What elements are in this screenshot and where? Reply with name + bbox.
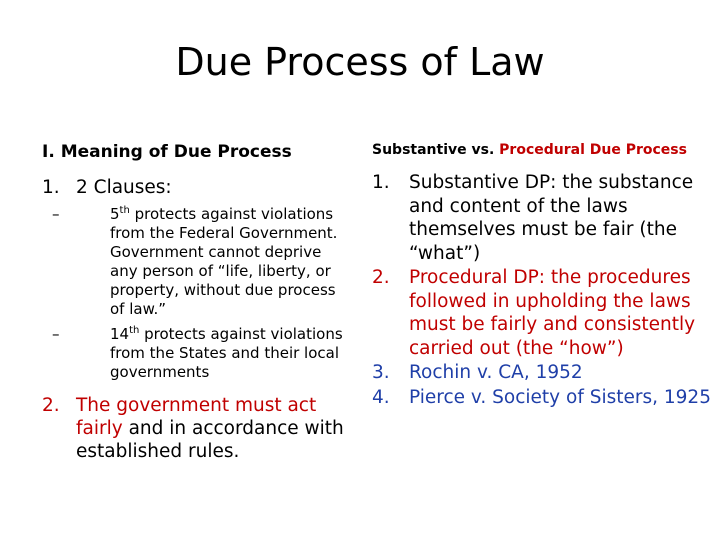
right-item-4-number: 4. xyxy=(372,386,390,408)
left-item-2 xyxy=(42,394,352,463)
ordinal-number: 5 xyxy=(110,205,120,223)
ordinal-number: 14 xyxy=(110,325,130,343)
right-item-3 xyxy=(372,361,712,385)
left-subitem-fifth-text xyxy=(110,205,352,319)
left-item-2-text-black: and in accordance with established rules. xyxy=(76,418,344,462)
right-list xyxy=(372,171,712,409)
left-heading: I. Meaning of Due Process xyxy=(42,142,292,162)
left-list xyxy=(42,176,352,463)
right-heading-substantive: Substantive vs. xyxy=(372,142,500,158)
slide-title: Due Process of Law xyxy=(175,40,545,84)
right-item-1 xyxy=(372,171,712,265)
subitem-body: protects against violations from the States and their local governments xyxy=(110,325,343,381)
right-column xyxy=(372,142,712,410)
left-item-1-text: 2 Clauses: xyxy=(76,177,172,198)
left-item-2-text-red: The government must act fairly xyxy=(76,395,317,439)
left-subitem-fourteenth-text xyxy=(110,325,352,382)
right-heading xyxy=(372,142,712,158)
dash-bullet-icon: – xyxy=(52,205,60,223)
right-item-4 xyxy=(372,386,712,410)
ordinal-suffix: th xyxy=(119,205,130,216)
left-column xyxy=(42,142,352,469)
right-item-2-text: Procedural DP: the procedures followed in upholding the laws must be fairly and consistently carried out (the “how”) xyxy=(409,267,696,359)
left-sublist xyxy=(42,205,352,382)
left-item-1 xyxy=(42,176,352,382)
right-item-3-text: Rochin v. CA, 1952 xyxy=(409,362,583,383)
subitem-body: protects against violations from the Federal Government. Government cannot deprive any person of “life, liberty, or property, without due process of law.” xyxy=(110,205,338,318)
left-subitem-fourteenth xyxy=(42,325,352,382)
left-item-2-number: 2. xyxy=(42,395,60,416)
dash-bullet-icon: – xyxy=(52,325,60,343)
left-item-1-number: 1. xyxy=(42,177,60,198)
right-item-4-text: Pierce v. Society of Sisters, 1925 xyxy=(409,386,711,408)
right-item-3-number: 3. xyxy=(372,362,390,383)
right-item-2 xyxy=(372,266,712,360)
right-heading-procedural: Procedural Due Process xyxy=(499,142,687,158)
right-item-1-text: Substantive DP: the substance and content of the laws themselves must be fair (the “what”) xyxy=(409,172,694,264)
right-item-1-number: 1. xyxy=(372,172,390,193)
right-item-2-number: 2. xyxy=(372,267,390,288)
left-item-2-text xyxy=(76,394,352,463)
left-subitem-fifth xyxy=(42,205,352,319)
ordinal-suffix: th xyxy=(129,325,140,336)
